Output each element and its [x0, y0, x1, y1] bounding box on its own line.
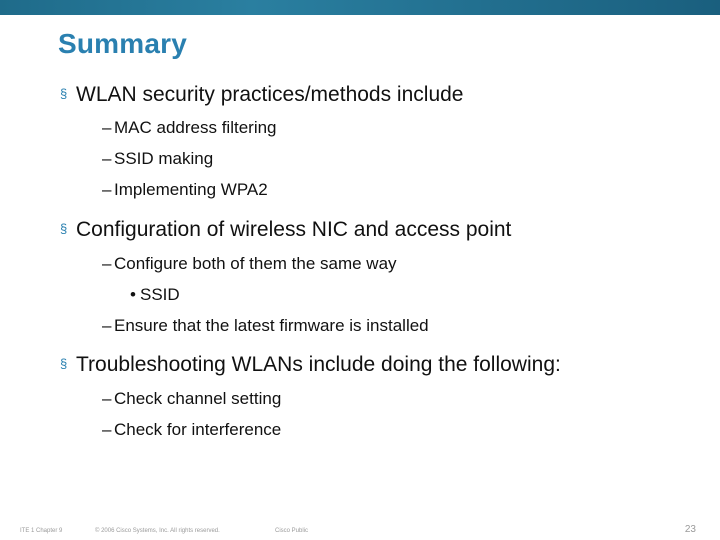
section-bullet-icon: § [60, 221, 68, 236]
slide-title: Summary [58, 28, 188, 59]
footer-classification: Cisco Public [275, 528, 309, 534]
list-item-text: Configure both of them the same way [114, 254, 397, 273]
section-bullet-icon: § [60, 356, 68, 371]
dot-bullet-icon: • [130, 285, 136, 304]
list-item [102, 420, 281, 440]
footer-course: ITE 1 Chapter 9 [20, 528, 63, 534]
dash-bullet-icon: – [102, 254, 112, 273]
dash-bullet-icon: – [102, 180, 112, 199]
dash-bullet-icon: – [102, 420, 112, 439]
list-item-text: MAC address filtering [114, 118, 277, 137]
dash-bullet-icon: – [102, 118, 112, 137]
list-item [102, 389, 281, 409]
list-item [102, 149, 213, 169]
list-item [102, 118, 277, 138]
list-item-text: Implementing WPA2 [114, 180, 268, 199]
dash-bullet-icon: – [102, 389, 112, 408]
footer-copyright: © 2006 Cisco Systems, Inc. All rights reserved. [95, 528, 220, 534]
page-number: 23 [684, 524, 696, 535]
section-bullet-icon: § [60, 86, 68, 101]
sub-list-item [130, 285, 180, 305]
list-item [102, 316, 429, 336]
list-item-text: SSID making [114, 149, 214, 168]
section-heading-troubleshooting [60, 353, 561, 377]
section-heading-text: WLAN security practices/methods include [76, 83, 464, 106]
list-item [102, 180, 268, 200]
top-banner [0, 0, 720, 15]
section-heading-security [60, 83, 464, 107]
list-item-text: Check channel setting [114, 389, 282, 408]
dash-bullet-icon: – [102, 149, 112, 168]
list-item-text: Ensure that the latest firmware is installed [114, 316, 429, 335]
section-heading-configuration [60, 218, 511, 242]
list-item [102, 254, 397, 274]
section-heading-text: Troubleshooting WLANs include doing the following: [76, 353, 561, 376]
dash-bullet-icon: – [102, 316, 112, 335]
list-item-text: Check for interference [114, 420, 282, 439]
sub-list-item-text: SSID [140, 285, 180, 304]
section-heading-text: Configuration of wireless NIC and access point [76, 218, 512, 241]
